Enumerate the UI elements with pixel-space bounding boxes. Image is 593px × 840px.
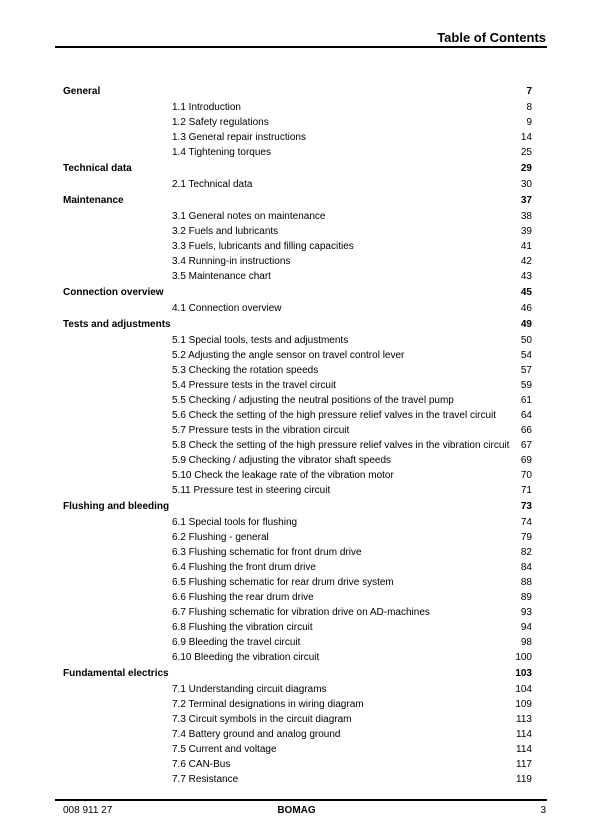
toc-entry-title: Technical data [63,163,132,174]
toc-entry-title: Tests and adjustments [63,319,171,330]
toc-entry-title: 3.5 Maintenance chart [172,271,271,282]
toc-entry-page: 9 [526,117,532,128]
toc-section-entry[interactable] [63,575,532,590]
toc-section-entry[interactable] [63,209,532,224]
toc-entry-page: 70 [520,470,532,481]
toc-entry-title: 6.5 Flushing schematic for rear drum drive system [172,577,394,588]
toc-entry-page: 109 [515,699,532,710]
toc-section-entry[interactable] [63,269,532,284]
toc-entry-title: 5.4 Pressure tests in the travel circuit [172,380,336,391]
toc-section-entry[interactable] [63,682,532,697]
toc-entry-title: Maintenance [63,195,124,206]
toc-section-entry[interactable] [63,177,532,192]
toc-section-entry[interactable] [63,239,532,254]
toc-entry-title: 5.1 Special tools, tests and adjustments [172,335,349,346]
toc-entry-title: 3.4 Running-in instructions [172,256,291,267]
toc-chapter-entry[interactable] [63,192,532,209]
toc-section-entry[interactable] [63,468,532,483]
toc-entry-title: 5.2 Adjusting the angle sensor on travel control lever [172,350,405,361]
toc-entry-title: 7.6 CAN-Bus [172,759,231,770]
toc-section-entry[interactable] [63,130,532,145]
toc-entry-page: 94 [520,622,532,633]
toc-entry-title: 4.1 Connection overview [172,303,282,314]
toc-entry-title: General [63,86,101,97]
toc-entry-page: 73 [520,501,532,512]
toc-section-entry[interactable] [63,515,532,530]
toc-chapter-entry[interactable] [63,498,532,515]
toc-entry-page: 84 [520,562,532,573]
toc-section-entry[interactable] [63,772,532,787]
toc-entry-title: 7.4 Battery ground and analog ground [172,729,341,740]
toc-entry-page: 45 [520,287,532,298]
page-title: Table of Contents [437,30,546,45]
toc-entry-page: 46 [520,303,532,314]
toc-entry-page: 93 [520,607,532,618]
toc-section-entry[interactable] [63,605,532,620]
toc-chapter-entry[interactable] [63,316,532,333]
toc-entry-title: 6.1 Special tools for flushing [172,517,298,528]
toc-entry-title: 6.2 Flushing - general [172,532,269,543]
brand-name: BOMAG [277,805,316,816]
toc-chapter-entry[interactable] [63,83,532,100]
toc-entry-page: 50 [520,335,532,346]
toc-entry-page: 113 [516,714,532,725]
toc-entry-title: 5.3 Checking the rotation speeds [172,365,319,376]
toc-chapter-entry[interactable] [63,160,532,177]
toc-section-entry[interactable] [63,254,532,269]
toc-entry-title: 1.3 General repair instructions [172,132,306,143]
toc-entry-page: 43 [520,271,532,282]
toc-chapter-entry[interactable] [63,665,532,682]
toc-entry-page: 54 [520,350,532,361]
toc-section-entry[interactable] [63,757,532,772]
toc-section-entry[interactable] [63,530,532,545]
toc-entry-page: 64 [520,410,532,421]
toc-entry-page: 61 [520,395,532,406]
toc-section-entry[interactable] [63,224,532,239]
toc-entry-title: 1.4 Tightening torques [172,147,271,158]
toc-entry-page: 100 [515,652,532,663]
toc-section-entry[interactable] [63,145,532,160]
toc-entry-title: 6.6 Flushing the rear drum drive [172,592,314,603]
toc-entry-page: 74 [520,517,532,528]
toc-section-entry[interactable] [63,363,532,378]
toc-entry-page: 67 [520,440,532,451]
page-number: 3 [540,805,546,816]
toc-section-entry[interactable] [63,115,532,130]
toc-entry-title: Connection overview [63,287,164,298]
toc-section-entry[interactable] [63,727,532,742]
toc-entry-page: 7 [526,86,532,97]
toc-entry-title: 5.8 Check the setting of the high pressure relief valves in the vibration circuit [172,440,510,451]
toc-entry-title: 6.4 Flushing the front drum drive [172,562,316,573]
toc-section-entry[interactable] [63,438,532,453]
toc-entry-title: 7.7 Resistance [172,774,239,785]
toc-entry-page: 57 [520,365,532,376]
toc-entry-title: 1.1 Introduction [172,102,241,113]
toc-entry-page: 82 [520,547,532,558]
toc-entry-title: 6.8 Flushing the vibration circuit [172,622,313,633]
toc-entry-page: 41 [520,241,532,252]
toc-entry-page: 29 [520,163,532,174]
toc-entry-title: 5.6 Check the setting of the high pressure relief valves in the travel circuit [172,410,497,421]
toc-entry-page: 88 [520,577,532,588]
toc-entry-title: 2.1 Technical data [172,179,253,190]
toc-entry-title: 3.2 Fuels and lubricants [172,226,279,237]
toc-entry-title: 3.3 Fuels, lubricants and filling capacities [172,241,354,252]
toc-entry-title: 7.1 Understanding circuit diagrams [172,684,327,695]
toc-section-entry[interactable] [63,393,532,408]
toc-entry-page: 114 [516,744,532,755]
toc-entry-title: 5.7 Pressure tests in the vibration circuit [172,425,350,436]
toc-entry-title: Flushing and bleeding [63,501,170,512]
header-divider [55,46,547,48]
toc-entry-page: 59 [520,380,532,391]
toc-entry-title: 3.1 General notes on maintenance [172,211,326,222]
toc-chapter-entry[interactable] [63,284,532,301]
toc-section-entry[interactable] [63,560,532,575]
toc-entry-title: 6.10 Bleeding the vibration circuit [172,652,320,663]
toc-entry-page: 39 [520,226,532,237]
toc-entry-title: 6.3 Flushing schematic for front drum drive [172,547,362,558]
toc-section-entry[interactable] [63,697,532,712]
toc-entry-page: 71 [520,485,532,496]
toc-entry-page: 119 [516,774,532,785]
toc-entry-page: 104 [515,684,532,695]
toc-section-entry[interactable] [63,483,532,498]
toc-entry-page: 14 [520,132,532,143]
toc-entry-page: 103 [515,668,532,679]
toc-section-entry[interactable] [63,545,532,560]
toc-entry-title: 7.2 Terminal designations in wiring diagram [172,699,364,710]
table-of-contents [63,83,532,787]
toc-entry-page: 79 [520,532,532,543]
toc-entry-title: Fundamental electrics [63,668,169,679]
toc-entry-title: 5.11 Pressure test in steering circuit [172,485,331,496]
toc-entry-page: 114 [516,729,532,740]
toc-entry-page: 98 [520,637,532,648]
toc-entry-page: 117 [516,759,532,770]
toc-entry-page: 25 [520,147,532,158]
toc-section-entry[interactable] [63,301,532,316]
toc-section-entry[interactable] [63,348,532,363]
toc-entry-page: 8 [526,102,532,113]
toc-entry-title: 1.2 Safety regulations [172,117,269,128]
toc-entry-title: 5.9 Checking / adjusting the vibrator shaft speeds [172,455,392,466]
toc-section-entry[interactable] [63,408,532,423]
toc-entry-title: 5.5 Checking / adjusting the neutral positions of the travel pump [172,395,454,406]
toc-section-entry[interactable] [63,333,532,348]
toc-entry-page: 66 [520,425,532,436]
toc-entry-title: 7.3 Circuit symbols in the circuit diagram [172,714,352,725]
toc-entry-title: 7.5 Current and voltage [172,744,277,755]
toc-section-entry[interactable] [63,378,532,393]
toc-section-entry[interactable] [63,423,532,438]
toc-entry-title: 5.10 Check the leakage rate of the vibration motor [172,470,394,481]
toc-entry-page: 69 [520,455,532,466]
toc-entry-title: 6.9 Bleeding the travel circuit [172,637,301,648]
footer-divider [55,799,547,801]
toc-entry-page: 42 [520,256,532,267]
toc-section-entry[interactable] [63,742,532,757]
toc-section-entry[interactable] [63,620,532,635]
toc-section-entry[interactable] [63,590,532,605]
toc-entry-title: 6.7 Flushing schematic for vibration drive on AD-machines [172,607,430,618]
document-number: 008 911 27 [63,805,113,816]
toc-entry-page: 49 [520,319,532,330]
toc-section-entry[interactable] [63,712,532,727]
toc-entry-page: 89 [520,592,532,603]
toc-section-entry[interactable] [63,650,532,665]
toc-entry-page: 38 [520,211,532,222]
toc-section-entry[interactable] [63,453,532,468]
toc-section-entry[interactable] [63,635,532,650]
toc-entry-page: 30 [520,179,532,190]
toc-entry-page: 37 [520,195,532,206]
toc-section-entry[interactable] [63,100,532,115]
